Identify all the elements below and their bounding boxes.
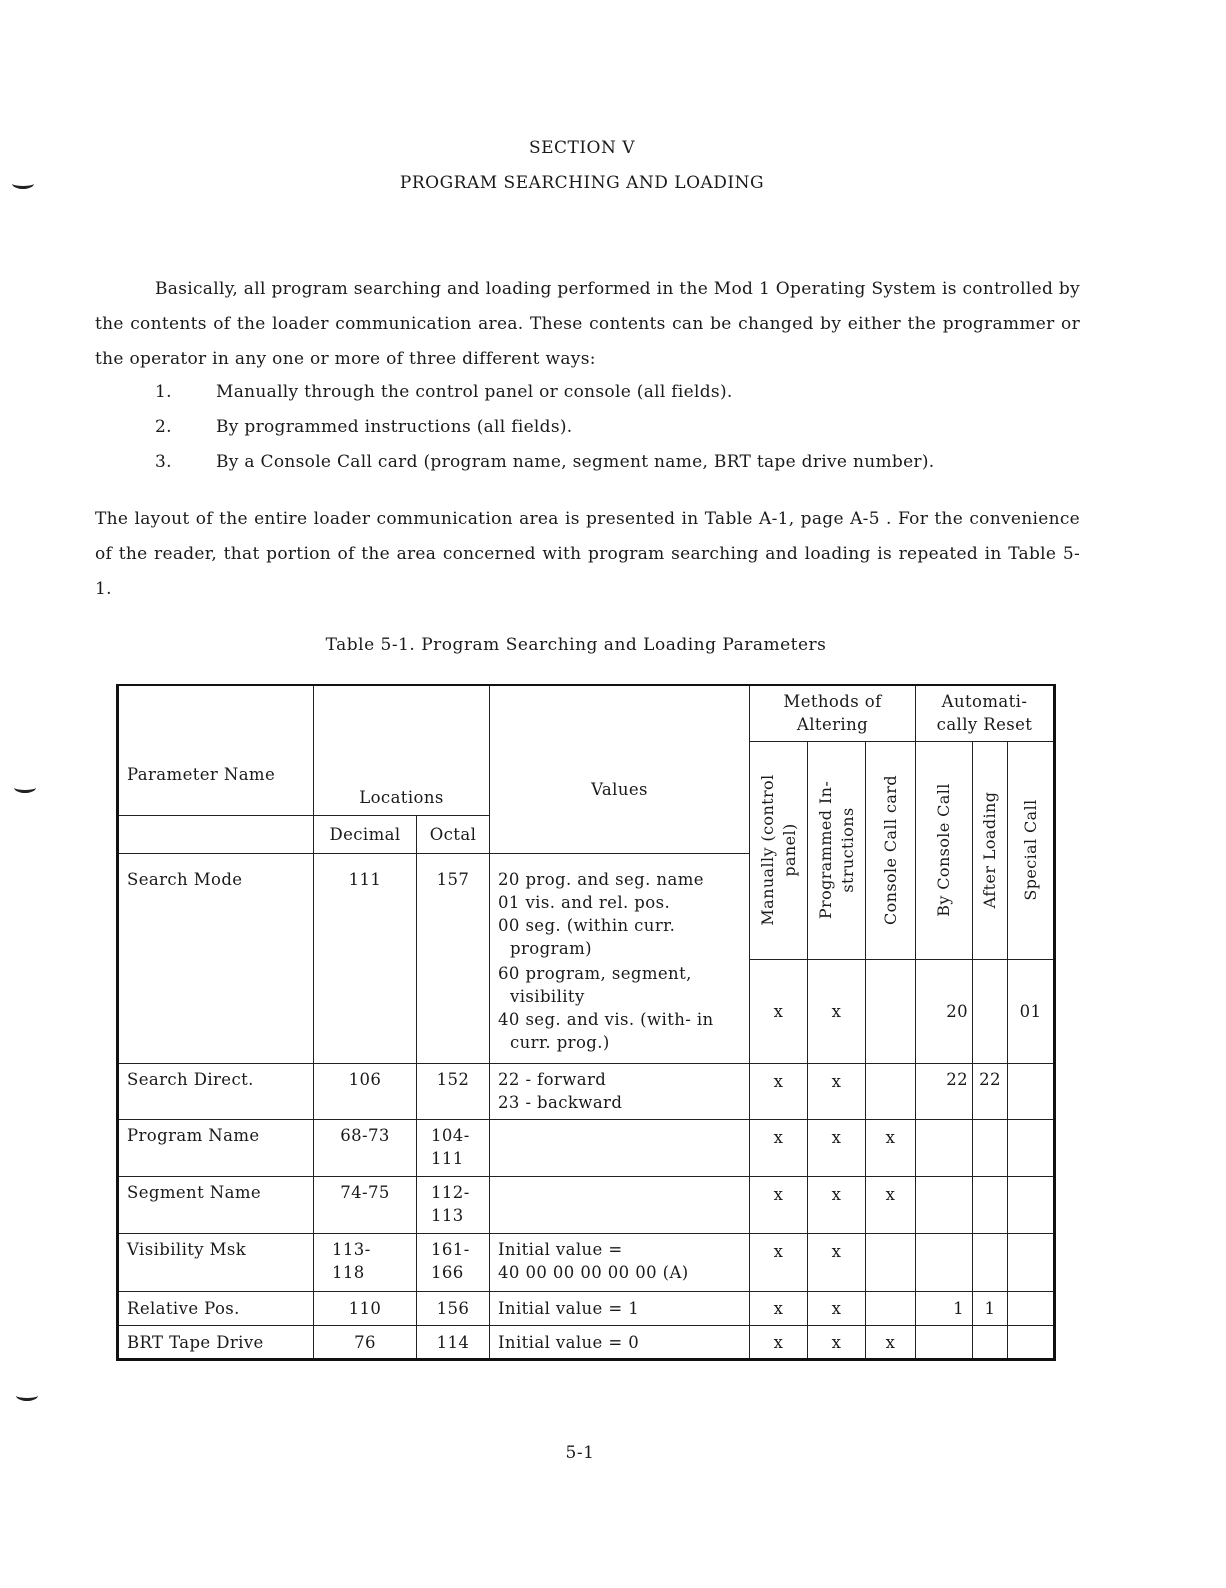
special-call-label: Special Call: [1020, 799, 1040, 901]
cell-octal: 112- 113: [417, 1177, 490, 1234]
cell-by-console-call: [916, 1120, 973, 1177]
header-parameter-name: Parameter Name: [118, 685, 314, 815]
cell-programmed: x: [808, 1292, 866, 1326]
closing-paragraph: [95, 502, 1080, 607]
cell-name: BRT Tape Drive: [118, 1326, 314, 1360]
cell-manual: x: [750, 1120, 808, 1177]
cell-by-console-call: 1: [916, 1292, 973, 1326]
header-by-console-call: [916, 741, 973, 960]
cell-by-console-call: 20: [916, 960, 973, 1064]
header-parameter-spacer: [118, 815, 314, 853]
cell-name: Search Mode: [118, 853, 314, 1064]
cell-special-call: [1008, 1120, 1055, 1177]
after-loading-label: After Loading: [980, 791, 999, 909]
cell-programmed: x: [808, 1326, 866, 1360]
cell-octal: 157: [417, 853, 490, 1064]
cell-name: Program Name: [118, 1120, 314, 1177]
list-text: Manually through the control panel or console (all fields).: [216, 382, 733, 402]
margin-tick-bottom: [16, 1390, 38, 1401]
parameters-table: [116, 684, 1056, 1361]
header-automatically-reset: [916, 685, 1055, 741]
by-console-call-label: By Console Call: [934, 783, 953, 918]
list-number: 3.: [155, 452, 172, 472]
cell-octal: 114: [417, 1326, 490, 1360]
cell-name: Segment Name: [118, 1177, 314, 1234]
value-line: 23 - backward: [498, 1093, 623, 1112]
intro-text: Basically, all program searching and loading performed in the Mod 1 Operating System is controlled by the contents of the loader communication area. These contents can be changed by either the programmer or the operator in any one or more of three different ways:: [95, 279, 1080, 369]
reset-line-1: Automati-: [941, 692, 1028, 712]
value-line: 20 prog. and seg. name: [498, 869, 704, 889]
cell-values: [490, 1064, 750, 1120]
cell-programmed: x: [808, 1120, 866, 1177]
cell-console-card: [866, 1064, 916, 1120]
list-number: 2.: [155, 417, 172, 437]
cell-name: Relative Pos.: [118, 1292, 314, 1326]
reset-line-2: cally Reset: [936, 715, 1033, 735]
list-text: By a Console Call card (program name, segment name, BRT tape drive number).: [216, 452, 935, 472]
intro-paragraph: [95, 272, 1080, 377]
cell-after-loading: [973, 1120, 1008, 1177]
cell-values: Initial value = 0: [490, 1326, 750, 1360]
cell-decimal: 76: [314, 1326, 417, 1360]
cell-values-a: [490, 853, 750, 960]
table-row-search-direct: [118, 1064, 1055, 1120]
programmed-line-2: structions: [837, 807, 857, 893]
cell-console-card: [866, 1292, 916, 1326]
cell-special-call: [1008, 1326, 1055, 1360]
cell-by-console-call: [916, 1326, 973, 1360]
cell-programmed: x: [808, 1064, 866, 1120]
cell-special-call: [1008, 1234, 1055, 1292]
header-special-call: [1008, 741, 1055, 960]
table-row-program-name: [118, 1120, 1055, 1177]
cell-manual: x: [750, 1326, 808, 1360]
section-subtitle: PROGRAM SEARCHING AND LOADING: [399, 173, 765, 193]
cell-values: [490, 1120, 750, 1177]
value-line: 60 program, segment, visibility: [498, 963, 692, 1006]
cell-programmed: x: [808, 960, 866, 1064]
cell-values: [490, 1234, 750, 1292]
value-line: 40 00 00 00 00 00 (A): [498, 1263, 689, 1282]
cell-after-loading: [973, 1177, 1008, 1234]
cell-programmed: x: [808, 1234, 866, 1292]
header-locations: Locations: [314, 685, 490, 815]
header-manually: [750, 741, 808, 960]
header-octal: Octal: [417, 815, 490, 853]
cell-values-b: [490, 960, 750, 1064]
cell-by-console-call: [916, 1177, 973, 1234]
table-row-segment-name: [118, 1177, 1055, 1234]
methods-line-2: Altering: [796, 715, 869, 735]
cell-octal: 161- 166: [417, 1234, 490, 1292]
table-row-relative-pos: [118, 1292, 1055, 1326]
cell-special-call: 01: [1008, 960, 1055, 1064]
list-number: 1.: [155, 382, 172, 402]
header-decimal: Decimal: [314, 815, 417, 853]
cell-name: Visibility Msk: [118, 1234, 314, 1292]
cell-after-loading: [973, 960, 1008, 1064]
cell-decimal: 111: [314, 853, 417, 1064]
cell-console-card: x: [866, 1326, 916, 1360]
header-console-call-card: [866, 741, 916, 960]
cell-manual: x: [750, 960, 808, 1064]
cell-special-call: [1008, 1292, 1055, 1326]
cell-octal: 156: [417, 1292, 490, 1326]
cell-decimal: 110: [314, 1292, 417, 1326]
cell-programmed: x: [808, 1177, 866, 1234]
cell-after-loading: 22: [973, 1064, 1008, 1120]
cell-after-loading: [973, 1326, 1008, 1360]
value-line: 40 seg. and vis. (with- in curr. prog.): [498, 1009, 714, 1052]
methods-line-1: Methods of: [783, 692, 882, 712]
cell-console-card: [866, 1234, 916, 1292]
header-methods-of-altering: [750, 685, 916, 741]
value-line: 01 vis. and rel. pos.: [498, 892, 671, 912]
table-caption: Table 5-1. Program Searching and Loading Parameters: [325, 635, 827, 655]
value-line: 22 - forward: [498, 1070, 607, 1089]
cell-values: [490, 1177, 750, 1234]
cell-decimal: 74-75: [314, 1177, 417, 1234]
cell-octal: 152: [417, 1064, 490, 1120]
header-programmed: [808, 741, 866, 960]
cell-decimal: 106: [314, 1064, 417, 1120]
cell-after-loading: 1: [973, 1292, 1008, 1326]
section-title: SECTION V: [528, 138, 636, 158]
header-values: Values: [490, 685, 750, 853]
page-number: 5-1: [565, 1443, 595, 1463]
table-row-brt-tape-drive: [118, 1326, 1055, 1360]
cell-special-call: [1008, 1064, 1055, 1120]
header-after-loading: [973, 741, 1008, 960]
value-line: 00 seg. (within curr. program): [498, 915, 676, 958]
cell-decimal: 68-73: [314, 1120, 417, 1177]
cell-decimal: 113- 118: [314, 1234, 417, 1292]
programmed-line-1: Programmed In-: [815, 781, 835, 920]
table-row-visibility-msk: [118, 1234, 1055, 1292]
value-line: Initial value =: [498, 1240, 623, 1259]
cell-manual: x: [750, 1177, 808, 1234]
manually-line-2: panel): [779, 823, 799, 877]
margin-tick-middle: [14, 782, 36, 793]
cell-manual: x: [750, 1234, 808, 1292]
cell-manual: x: [750, 1292, 808, 1326]
cell-by-console-call: [916, 1234, 973, 1292]
cell-by-console-call: 22: [916, 1064, 973, 1120]
cell-special-call: [1008, 1177, 1055, 1234]
cell-after-loading: [973, 1234, 1008, 1292]
list-text: By programmed instructions (all fields).: [216, 417, 573, 437]
cell-console-card: x: [866, 1177, 916, 1234]
cell-name: Search Direct.: [118, 1064, 314, 1120]
cell-manual: x: [750, 1064, 808, 1120]
cell-values: Initial value = 1: [490, 1292, 750, 1326]
console-call-card-label: Console Call card: [880, 775, 900, 926]
cell-console-card: x: [866, 1120, 916, 1177]
closing-text: The layout of the entire loader communication area is presented in Table A-1, page A-5 . For the convenience of the reader, that portion of the area concerned with program searching and loading is repeated in Table 5-1.: [95, 509, 1080, 599]
cell-console-card: [866, 960, 916, 1064]
cell-octal: 104- 111: [417, 1120, 490, 1177]
manually-line-1: Manually (control: [757, 774, 777, 926]
